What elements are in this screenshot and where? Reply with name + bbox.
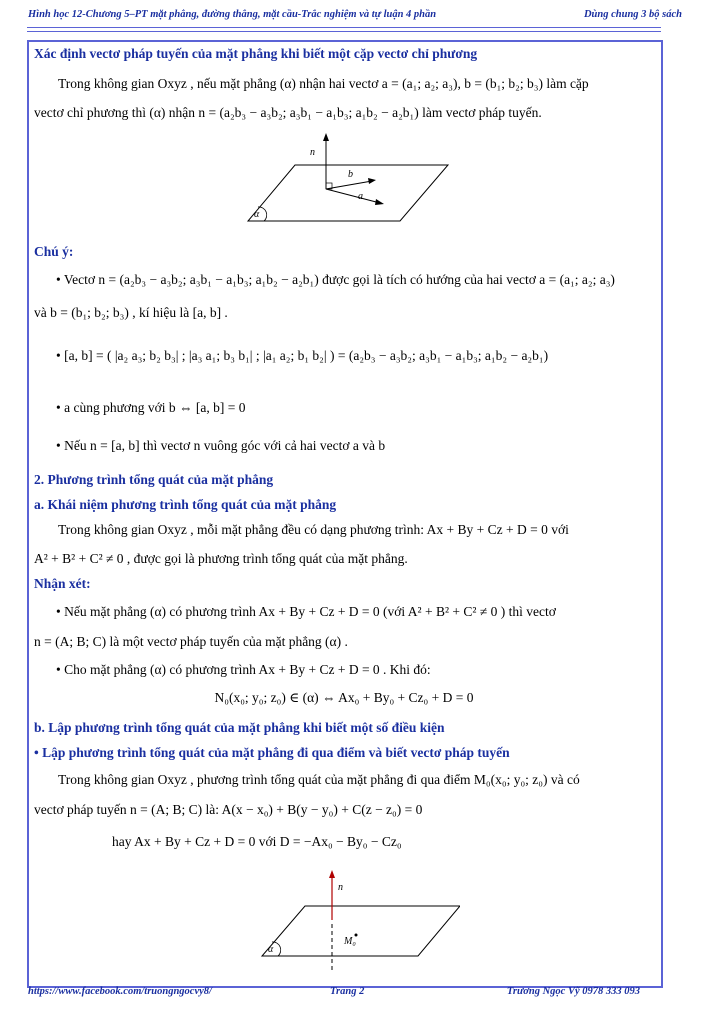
nx-title: Nhận xét: <box>34 576 91 591</box>
fig1-label-n: n <box>310 147 315 158</box>
note-b1a: • Vectơ n = (a₂b₃ − a₃b₂; a₃b₁ − a₁b₃; a₁b₂ − a₂b₁) được gọi là tích có hướng của hai vectơ a = (a₁; a₂; a₃) <box>56 272 615 287</box>
fig2-label-m0: M₀ <box>344 936 356 947</box>
fig1-label-alpha: α <box>254 209 260 220</box>
sec2-b-title: b. Lập phương trình tổng quát của mặt phẳng khi biết một số điều kiện <box>34 720 445 735</box>
fig2-label-n: n <box>338 882 343 893</box>
a-vector-line <box>326 189 380 203</box>
figure-plane-normal <box>260 866 460 976</box>
nx1b: n = (A; B; C) là một vectơ pháp tuyến của mặt phẳng (α) . <box>34 634 348 649</box>
sec2-bp1: Trong không gian Oxyz , phương trình tổng quát của mặt phẳng đi qua điểm M₀(x₀; y₀; z₀) và có <box>58 772 580 787</box>
b-vector-line <box>326 181 372 189</box>
sec2-a-title: a. Khái niệm phương trình tổng quát của mặt phẳng <box>34 497 337 512</box>
alpha2-arc <box>272 942 281 956</box>
note-b2: • [a, b] = ( |a₂ a₃; b₂ b₃| ; |a₃ a₁; b₃ b₁| ; |a₁ a₂; b₁ b₂| ) = (a₂b₃ − a₃b₂; a₃b₁ − a₁b₃; a₁b₂ − a₂b₁) <box>56 348 549 363</box>
sec2-p2: A² + B² + C² ≠ 0 , được gọi là phương trình tổng quát của mặt phẳng. <box>34 551 408 566</box>
note-b1b: và b = (b₁; b₂; b₃) , kí hiệu là [a, b] . <box>34 305 228 320</box>
header-rule <box>27 27 661 32</box>
page-header <box>28 6 696 24</box>
sec1-p1: Trong không gian Oxyz , nếu mặt phẳng (α) nhận hai vectơ a = (a₁; a₂; a₃), b = (b₁; b₂; b₃) làm cặp <box>58 76 589 91</box>
note-title: Chú ý: <box>34 244 74 259</box>
alpha-arc <box>258 207 267 221</box>
sec1-p2: vectơ chỉ phương thì (α) nhận n = (a₂b₃ − a₃b₂; a₃b₁ − a₁b₃; a₁b₂ − a₂b₁) làm vectơ pháp tuyến. <box>34 105 542 120</box>
sec2-bp2: vectơ pháp tuyến n = (A; B; C) là: A(x − x₀) + B(y − y₀) + C(z − z₀) = 0 <box>34 802 423 817</box>
a-arrowhead <box>375 199 384 205</box>
sec2-p1: Trong không gian Oxyz , mỗi mặt phẳng đều có dạng phương trình: Ax + By + Cz + D = 0 với <box>58 522 569 537</box>
sec1-title: Xác định vectơ pháp tuyến của mặt phẳng khi biết một cặp vectơ chỉ phương <box>34 46 478 61</box>
plane2-shape <box>262 906 460 956</box>
note-b4: • Nếu n = [a, b] thì vectơ n vuông góc với cả hai vectơ a và b <box>56 438 386 453</box>
sec2-bp3: hay Ax + By + Cz + D = 0 với D = −Ax₀ − By₀ − Cz₀ <box>112 834 402 849</box>
note-b3: • a cùng phương với b ⇔ [a, b] = 0 <box>56 400 246 415</box>
nx2-equation: N₀(x₀; y₀; z₀) ∈ (α) ⇔ Ax₀ + By₀ + Cz₀ + D = 0 <box>214 690 474 705</box>
footer-author: Trương Ngọc Vỹ 0978 333 093 <box>506 986 640 997</box>
footer-link[interactable]: https://www.facebook.com/truongngocvy8/ <box>28 986 212 997</box>
footer-page-number: Trang 2 <box>330 986 365 997</box>
normal-arrowhead <box>323 133 329 141</box>
sec2-title: 2. Phương trình tổng quát của mặt phẳng <box>34 472 274 487</box>
nx2: • Cho mặt phẳng (α) có phương trình Ax + By + Cz + D = 0 . Khi đó: <box>56 662 431 677</box>
header-right: Dùng chung 3 bộ sách <box>583 9 682 20</box>
fig1-label-a: a <box>358 191 363 202</box>
nx1a: • Nếu mặt phẳng (α) có phương trình Ax + By + Cz + D = 0 (với A² + B² + C² ≠ 0 ) thì vectơ <box>56 604 556 619</box>
page-footer <box>28 986 696 1002</box>
b-arrowhead <box>368 178 376 184</box>
fig1-label-b: b <box>348 169 353 180</box>
sec2-b-sub: • Lập phương trình tổng quát của mặt phẳng đi qua điểm và biết vectơ pháp tuyến <box>34 745 510 760</box>
normal2-arrowhead <box>329 870 335 878</box>
figure-plane-vectors <box>240 133 480 225</box>
fig2-label-alpha: α <box>268 944 274 955</box>
header-left: Hình học 12-Chương 5–PT mặt phẳng, đường thẳng, mặt cầu-Trắc nghiệm và tự luận 4 phần <box>28 9 437 20</box>
